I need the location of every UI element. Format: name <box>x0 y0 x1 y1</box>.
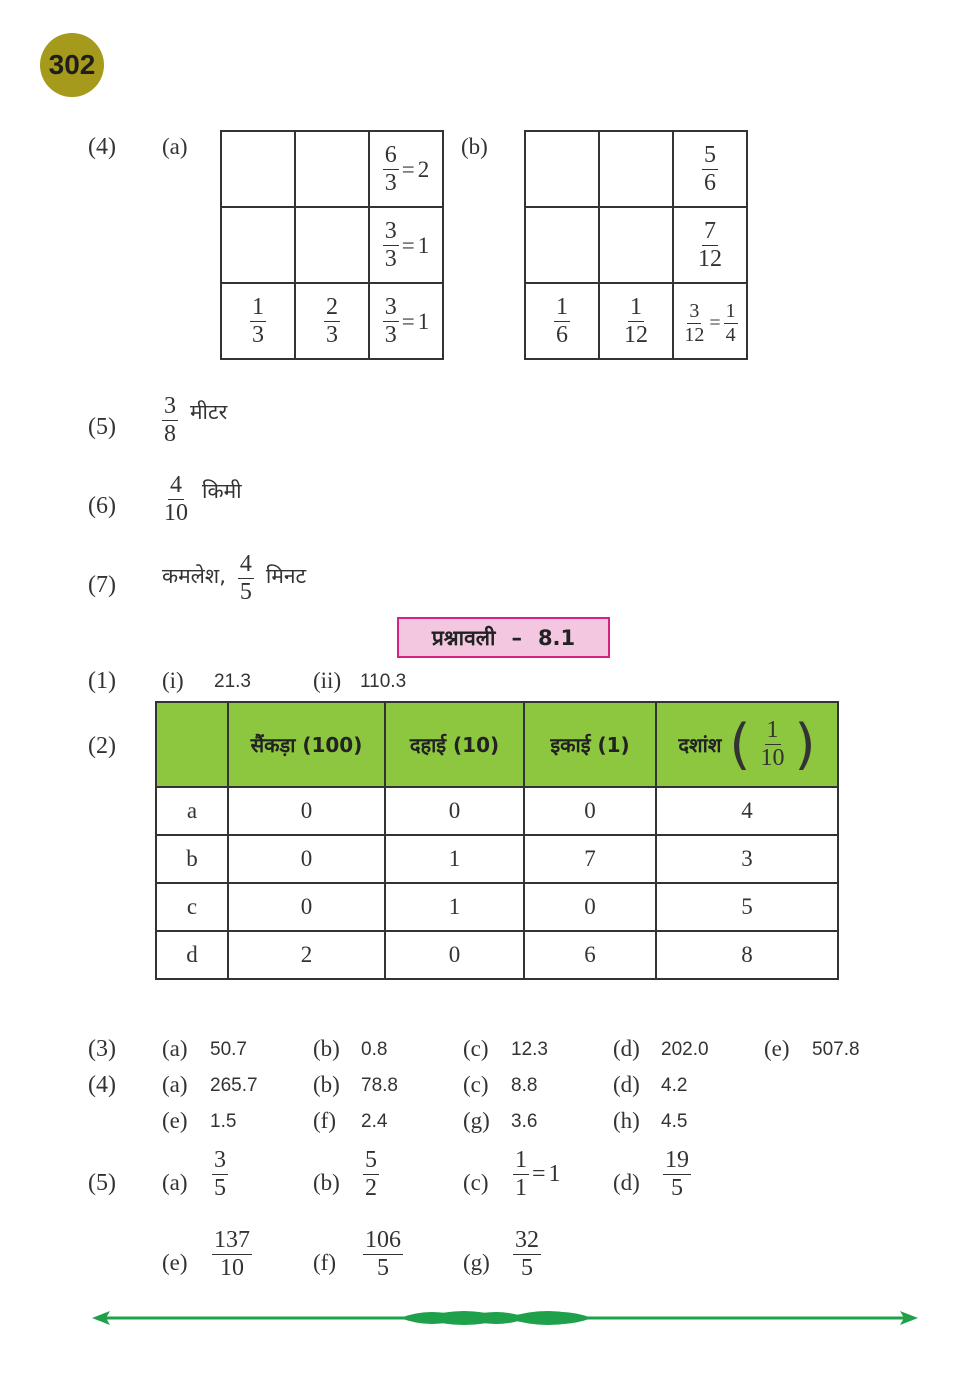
header-hundreds: सैंकड़ा (100) <box>228 702 385 787</box>
fraction: $\frac{1}{12}$ <box>624 293 648 348</box>
fraction: $\frac{6}{3}$ <box>384 141 397 196</box>
ex1-number: (1) <box>88 668 116 694</box>
table-header-row <box>156 702 838 787</box>
ex3-item-label: (d) <box>613 1036 640 1061</box>
q6-number: (6) <box>88 493 116 519</box>
ex4-item-label: (h) <box>613 1108 640 1133</box>
grid-cell <box>599 207 673 283</box>
fraction: $\frac{5}{2}$ <box>365 1147 377 1202</box>
fraction-grid-b <box>524 130 748 360</box>
q7-fraction: $\frac{4}{5}$ <box>239 551 252 606</box>
grid-cell <box>221 283 295 359</box>
grid-cell <box>673 131 747 207</box>
grid-cell <box>369 131 443 207</box>
cell-value <box>702 143 718 196</box>
ex4-number: (4) <box>88 1072 116 1098</box>
cell-value <box>383 295 429 348</box>
ex5-item-label: (d) <box>613 1170 640 1195</box>
table-cell: 5 <box>656 883 838 931</box>
fraction: $\frac{106}{5}$ <box>365 1227 401 1282</box>
header-tenths <box>656 702 838 787</box>
ex4-item-value: 4.5 <box>661 1111 688 1132</box>
header-ones: इकाई (1) <box>524 702 656 787</box>
ex5-item-value <box>513 1148 561 1201</box>
table-cell: 4 <box>656 787 838 835</box>
ex4-item-label: (g) <box>463 1108 490 1133</box>
grid-cell <box>295 131 369 207</box>
ex4-item-value: 2.4 <box>361 1111 388 1132</box>
ex2-number: (2) <box>88 733 116 759</box>
table-row <box>156 787 838 835</box>
exercise-heading <box>397 617 610 658</box>
table-cell: 0 <box>524 883 656 931</box>
q4-b-label: (b) <box>461 134 488 159</box>
q4-number: (4) <box>88 134 116 160</box>
ex4-item-value: 3.6 <box>511 1111 538 1132</box>
grid-cell <box>599 283 673 359</box>
fraction: $\frac{1}{1}$ <box>515 1147 527 1202</box>
ex5-item-value <box>212 1228 252 1281</box>
table-cell: 8 <box>656 931 838 979</box>
result-value: 1 <box>417 308 430 334</box>
grid-cell <box>673 207 747 283</box>
table-cell: 0 <box>385 931 524 979</box>
grid-cell <box>525 283 599 359</box>
fraction: $\frac{1}{3}$ <box>252 293 264 348</box>
fraction: $\frac{1}{4}$ <box>725 299 736 346</box>
ex3-item-value: 202.0 <box>661 1039 709 1060</box>
ex5-item-label: (a) <box>162 1170 188 1195</box>
cell-value <box>696 219 724 272</box>
grid-row <box>221 283 443 359</box>
row-label: a <box>156 787 228 835</box>
grid-cell <box>525 207 599 283</box>
ex4-item-value: 8.8 <box>511 1075 538 1096</box>
grid-row <box>221 131 443 207</box>
equals-sign: = <box>532 1161 546 1188</box>
table-cell: 0 <box>228 835 385 883</box>
left-paren: ( <box>729 712 751 776</box>
equals-sign: = <box>709 311 721 334</box>
ex3-item-value: 0.8 <box>361 1039 388 1060</box>
ex5-item-value <box>513 1228 541 1281</box>
cell-value <box>324 295 340 348</box>
table-cell: 0 <box>385 787 524 835</box>
table-cell: 0 <box>524 787 656 835</box>
place-value-table <box>155 701 839 980</box>
fraction: $\frac{2}{3}$ <box>326 293 338 348</box>
ex4-item-value: 265.7 <box>210 1075 258 1096</box>
cell-value <box>682 301 737 346</box>
page-number-badge <box>40 33 104 97</box>
page-number: 302 <box>48 49 96 80</box>
table-row <box>156 931 838 979</box>
ex1-ii-label: (ii) <box>313 668 342 693</box>
ex4-item-label: (c) <box>463 1072 489 1097</box>
ex5-item-label: (b) <box>313 1170 340 1195</box>
fraction: $\frac{1}{6}$ <box>556 293 568 348</box>
table-cell: 0 <box>228 787 385 835</box>
ex3-item-value: 50.7 <box>210 1039 247 1060</box>
table-cell: 3 <box>656 835 838 883</box>
fraction: $\frac{3}{5}$ <box>214 1147 226 1202</box>
grid-row <box>525 207 747 283</box>
q6-fraction: $\frac{4}{10}$ <box>164 472 188 527</box>
fraction: $\frac{137}{10}$ <box>214 1227 250 1282</box>
fraction: $\frac{32}{5}$ <box>515 1227 539 1282</box>
ex3-item-label: (c) <box>463 1036 489 1061</box>
q6-unit: किमी <box>202 478 242 503</box>
cell-value <box>622 295 650 348</box>
grid-row <box>525 283 747 359</box>
q7-name: कमलेश, <box>162 563 226 588</box>
q7-answer <box>162 552 306 605</box>
fraction: $\frac{7}{12}$ <box>698 217 722 272</box>
ex3-item-value: 12.3 <box>511 1039 548 1060</box>
cell-value <box>383 143 429 196</box>
q5-unit: मीटर <box>190 399 228 424</box>
ex5-item-label: (g) <box>463 1250 490 1275</box>
table-row <box>156 835 838 883</box>
q5-fraction: $\frac{3}{8}$ <box>164 393 176 448</box>
equals-sign: = <box>401 308 415 334</box>
row-label: d <box>156 931 228 979</box>
ex4-item-label: (a) <box>162 1072 188 1097</box>
ex1-ii-value: 110.3 <box>360 671 407 692</box>
header-tens: दहाई (10) <box>385 702 524 787</box>
ex5-item-value <box>363 1148 379 1201</box>
ex3-item-label: (b) <box>313 1036 340 1061</box>
ex5-item-value <box>663 1148 691 1201</box>
table-cell: 0 <box>228 883 385 931</box>
ex4-item-label: (b) <box>313 1072 340 1097</box>
ex5-item-value <box>212 1148 228 1201</box>
equals-sign: = <box>401 232 415 258</box>
grid-cell <box>525 131 599 207</box>
ex5-item-label: (e) <box>162 1250 188 1275</box>
place-value-table-body <box>156 787 838 979</box>
ex5-item-label: (f) <box>313 1250 336 1275</box>
fraction-grid-a <box>220 130 444 360</box>
ex3-item-value: 507.8 <box>812 1039 860 1060</box>
right-paren: ) <box>794 712 816 776</box>
exercise-title: प्रश्नावली <box>431 625 496 650</box>
cell-value <box>250 295 266 348</box>
table-cell: 6 <box>524 931 656 979</box>
grid-cell <box>295 207 369 283</box>
grid-cell <box>673 283 747 359</box>
table-cell: 2 <box>228 931 385 979</box>
header-blank <box>156 702 228 787</box>
ex3-item-label: (a) <box>162 1036 188 1061</box>
cell-value <box>383 219 429 272</box>
ex3-item-label: (e) <box>764 1036 790 1061</box>
result-value: 1 <box>548 1161 561 1188</box>
grid-cell <box>221 207 295 283</box>
fraction: $\frac{3}{3}$ <box>384 217 397 272</box>
grid-cell <box>369 283 443 359</box>
cell-value <box>554 295 570 348</box>
table-row <box>156 883 838 931</box>
q4-a-label: (a) <box>162 134 188 159</box>
ex5-number: (5) <box>88 1170 116 1196</box>
ex5-item-label: (c) <box>463 1170 489 1195</box>
ex3-number: (3) <box>88 1036 116 1062</box>
grid-cell <box>221 131 295 207</box>
grid-row <box>221 207 443 283</box>
equals-sign: = <box>401 156 415 182</box>
grid-cell <box>295 283 369 359</box>
fraction: $\frac{5}{6}$ <box>704 141 716 196</box>
q5-number: (5) <box>88 414 116 440</box>
row-label: c <box>156 883 228 931</box>
q5-answer <box>162 394 227 447</box>
exercise-dash: – <box>511 625 522 650</box>
ex4-item-label: (d) <box>613 1072 640 1097</box>
q6-answer <box>162 473 242 526</box>
decorative-divider <box>92 1300 918 1336</box>
header-tenths-label: दशांश <box>678 733 722 757</box>
q7-number: (7) <box>88 572 116 598</box>
tenths-fraction: $\frac{1}{10}$ <box>760 716 785 771</box>
row-label: b <box>156 835 228 883</box>
ex1-i-value: 21.3 <box>214 671 251 692</box>
ex5-item-value <box>363 1228 403 1281</box>
ex4-item-value: 1.5 <box>210 1111 237 1132</box>
result-value: 1 <box>417 232 430 258</box>
grid-row <box>525 131 747 207</box>
q7-unit: मिनट <box>265 563 307 588</box>
exercise-number: 8.1 <box>537 625 576 650</box>
ex1-i-label: (i) <box>162 668 184 693</box>
grid-cell <box>369 207 443 283</box>
table-cell: 7 <box>524 835 656 883</box>
ex4-item-label: (f) <box>313 1108 336 1133</box>
ex4-item-label: (e) <box>162 1108 188 1133</box>
result-value: 2 <box>417 156 430 182</box>
fraction: $\frac{19}{5}$ <box>665 1147 689 1202</box>
grid-cell <box>599 131 673 207</box>
fraction: $\frac{3}{3}$ <box>384 293 397 348</box>
table-cell: 1 <box>385 883 524 931</box>
ex4-item-value: 4.2 <box>661 1075 688 1096</box>
fraction: $\frac{3}{12}$ <box>684 299 705 346</box>
table-cell: 1 <box>385 835 524 883</box>
ex4-item-value: 78.8 <box>361 1075 398 1096</box>
